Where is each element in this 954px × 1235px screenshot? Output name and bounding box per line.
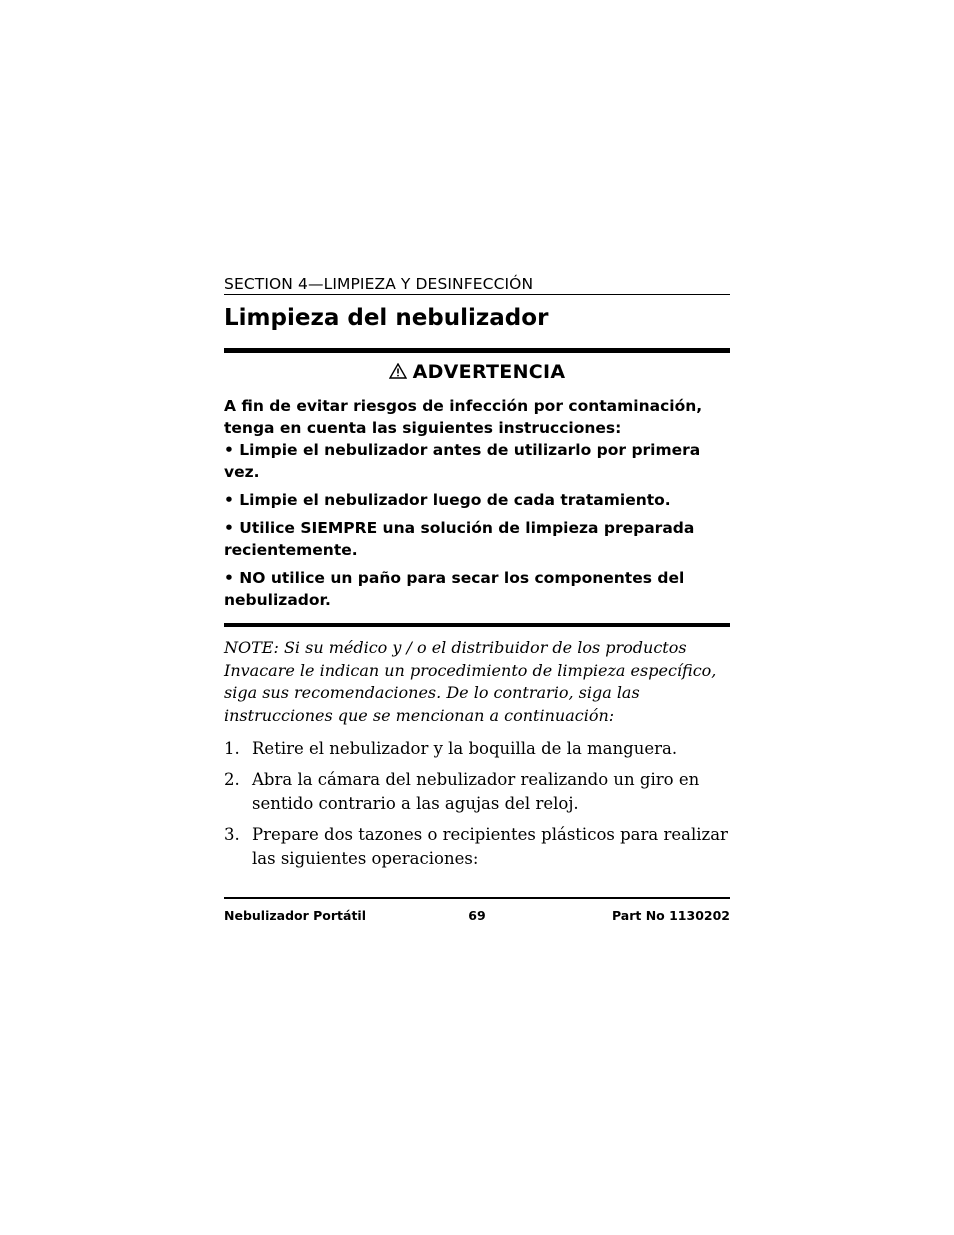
list-item xyxy=(224,823,730,871)
warning-triangle-icon xyxy=(389,359,407,385)
warning-item: • NO utilice un paño para secar los componentes del nebulizador. xyxy=(224,569,685,609)
footer-product-name: Nebulizador Portátil xyxy=(224,908,366,923)
page-title: Limpieza del nebulizador xyxy=(224,305,549,331)
step-text: Abra la cámara del nebulizador realizando un giro en sentido contrario a las agujas del reloj. xyxy=(252,770,700,813)
warning-item: • Limpie el nebulizador antes de utilizarlo por primera vez. xyxy=(224,441,701,481)
page-footer xyxy=(224,897,730,923)
warning-item: • Limpie el nebulizador luego de cada tratamiento. xyxy=(224,491,671,509)
step-text: Prepare dos tazones o recipientes plásticos para realizar las siguientes operaciones: xyxy=(252,825,728,868)
warning-item: • Utilice SIEMPRE una solución de limpieza preparada recientemente. xyxy=(224,519,695,559)
steps-list xyxy=(224,737,730,871)
warning-intro: A fin de evitar riesgos de infección por contaminación, tenga en cuenta las siguientes instrucciones: xyxy=(224,397,703,437)
warning-heading-label: ADVERTENCIA xyxy=(412,361,566,383)
footer-page-number: 69 xyxy=(468,908,486,923)
warning-box xyxy=(224,348,730,627)
footer-part-number: Part No 1130202 xyxy=(611,908,730,923)
list-item xyxy=(224,737,730,761)
step-number: 2. xyxy=(224,770,240,789)
page-content xyxy=(224,274,730,878)
section-header: SECTION 4—LIMPIEZA Y DESINFECCIÓN xyxy=(224,274,730,295)
step-text: Retire el nebulizador y la boquilla de la manguera. xyxy=(252,739,678,758)
step-number: 3. xyxy=(224,825,240,844)
list-item xyxy=(224,768,730,816)
step-number: 1. xyxy=(224,739,240,758)
note-paragraph: NOTE: Si su médico y / o el distribuidor de los productos Invacare le indican un procedimiento de limpieza específico, siga sus recomendaciones. De lo contrario, siga las instrucciones que se mencionan a continuación: xyxy=(224,638,717,725)
warning-heading xyxy=(224,359,730,385)
